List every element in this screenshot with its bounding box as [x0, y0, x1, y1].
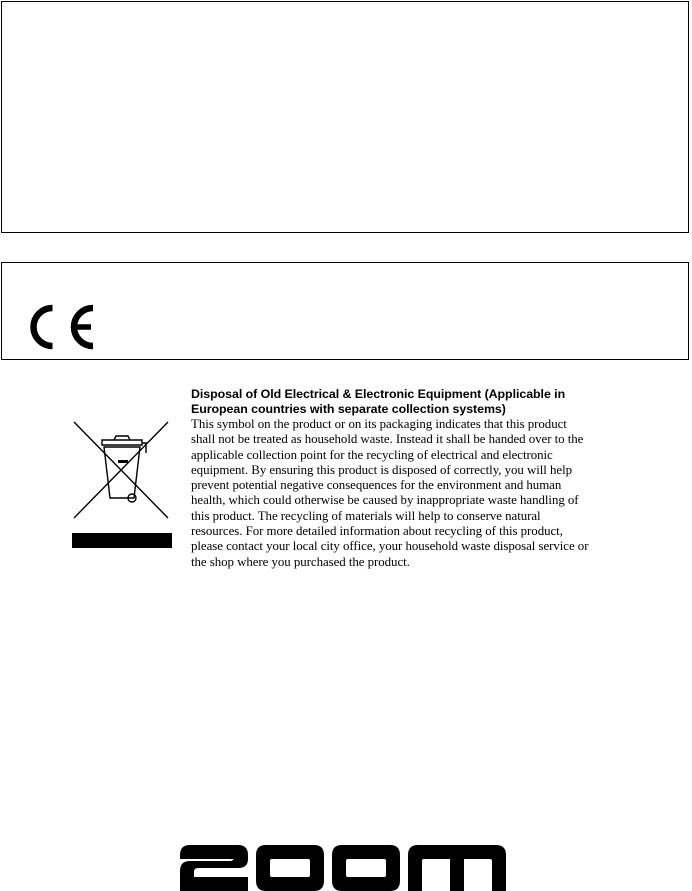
weee-disposal-notice — [191, 387, 621, 570]
crossed-out-wheelie-bin-icon — [70, 418, 174, 550]
weee-body — [191, 417, 621, 570]
weee-body-line: applicable collection point for the recycling of electrical and electronic — [191, 447, 553, 462]
weee-body-line: please contact your local city office, your household waste disposal service or — [191, 539, 589, 554]
weee-body-line: this product. The recycling of materials will help to conserve natural — [191, 508, 541, 523]
zoom-logo — [176, 841, 510, 891]
weee-body-line: shall not be treated as household waste. Instead it shall be handed over to the — [191, 432, 584, 447]
weee-body-line: health, which could otherwise be caused by inappropriate waste handling of — [191, 493, 579, 508]
weee-body-line: This symbol on the product or on its packaging indicates that this product — [191, 417, 567, 431]
weee-heading-line-1: Disposal of Old Electrical & Electronic Equipment (Applicable in — [191, 387, 566, 401]
weee-heading — [191, 387, 621, 417]
fcc-notice-box — [1, 1, 689, 233]
ce-mark-icon — [29, 302, 101, 352]
weee-body-line: resources. For more detailed information about recycling of this product, — [191, 524, 563, 539]
ce-notice-box — [1, 262, 689, 360]
weee-heading-line-2: European countries with separate collection systems) — [191, 402, 506, 416]
weee-body-line: prevent potential negative consequences for the environment and human — [191, 478, 562, 493]
weee-body-line: equipment. By ensuring this product is disposed of correctly, you will help — [191, 462, 572, 477]
weee-body-line: the shop where you purchased the product. — [191, 554, 410, 569]
